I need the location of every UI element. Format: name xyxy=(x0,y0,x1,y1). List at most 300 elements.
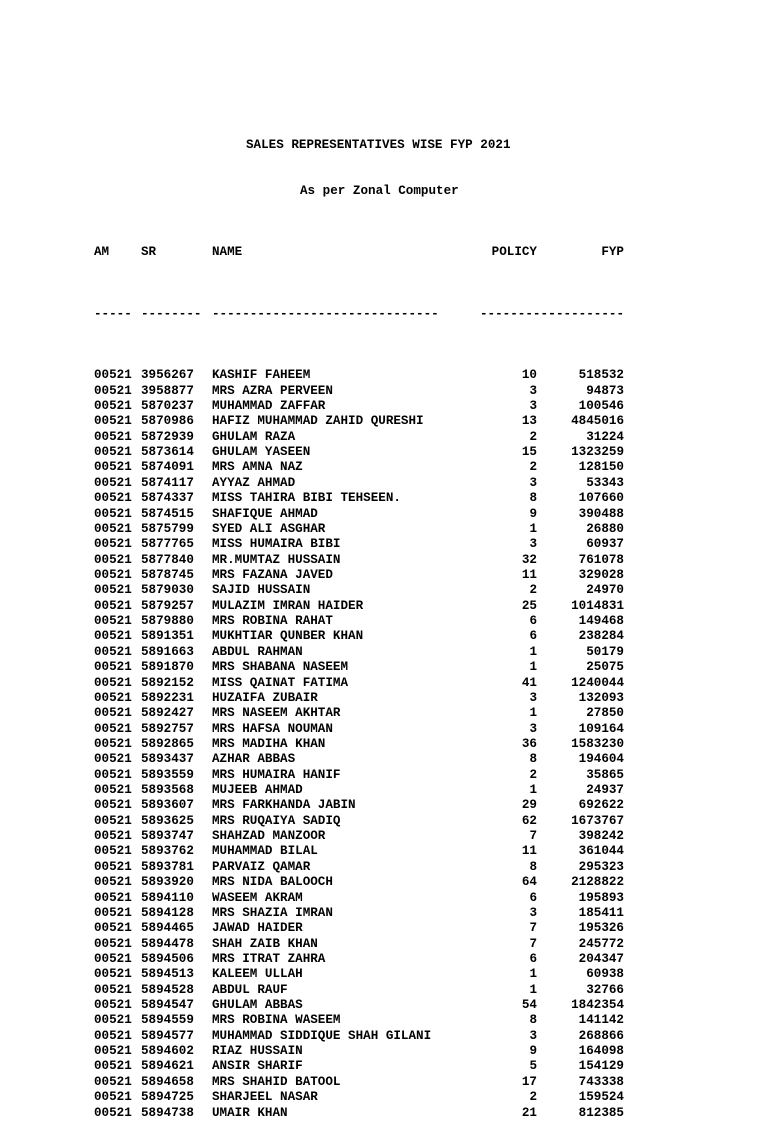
cell-fyp: 1842354 xyxy=(571,998,624,1013)
table-row xyxy=(94,814,654,829)
cell-name: MUJEEB AHMAD xyxy=(212,783,303,798)
cell-fyp: 743338 xyxy=(578,1074,624,1089)
cell-policy: 7 xyxy=(529,936,537,951)
cell-sr: 5894506 xyxy=(141,951,194,966)
cell-am: 00521 xyxy=(94,1028,132,1043)
cell-name: MRS FARKHANDA JABIN xyxy=(212,798,356,813)
cell-sr: 5894513 xyxy=(141,967,194,982)
cell-policy: 1 xyxy=(529,967,537,982)
cell-am: 00521 xyxy=(94,921,132,936)
cell-policy: 3 xyxy=(529,475,537,490)
cell-fyp: 60938 xyxy=(586,967,624,982)
cell-policy: 17 xyxy=(521,1074,537,1089)
cell-am: 00521 xyxy=(94,905,132,920)
cell-am: 00521 xyxy=(94,690,132,705)
cell-sr: 5894658 xyxy=(141,1074,194,1089)
table-row xyxy=(94,537,654,552)
cell-name: GHULAM YASEEN xyxy=(212,445,311,460)
cell-name: JAWAD HAIDER xyxy=(212,921,303,936)
report-rows xyxy=(94,368,654,1121)
cell-policy: 25 xyxy=(521,598,537,613)
cell-am: 00521 xyxy=(94,1090,132,1105)
cell-name: MUHAMMAD SIDDIQUE SHAH GILANI xyxy=(212,1028,432,1043)
cell-fyp: 154129 xyxy=(578,1059,624,1074)
cell-fyp: 268866 xyxy=(578,1028,624,1043)
cell-sr: 5891351 xyxy=(141,629,194,644)
cell-name: SHARJEEL NASAR xyxy=(212,1090,318,1105)
cell-fyp: 107660 xyxy=(578,491,624,506)
table-row xyxy=(94,629,654,644)
cell-fyp: 761078 xyxy=(578,552,624,567)
cell-name: PARVAIZ QAMAR xyxy=(212,859,311,874)
table-row xyxy=(94,368,654,383)
cell-am: 00521 xyxy=(94,706,132,721)
cell-name: MRS HAFSA NOUMAN xyxy=(212,721,333,736)
cell-sr: 5894602 xyxy=(141,1044,194,1059)
cell-fyp: 50179 xyxy=(586,644,624,659)
cell-fyp: 32766 xyxy=(586,982,624,997)
table-row xyxy=(94,614,654,629)
cell-am: 00521 xyxy=(94,967,132,982)
cell-name: MISS HUMAIRA BIBI xyxy=(212,537,341,552)
table-row xyxy=(94,891,654,906)
table-row xyxy=(94,445,654,460)
cell-sr: 5873614 xyxy=(141,445,194,460)
cell-sr: 5872939 xyxy=(141,429,194,444)
cell-sr: 5892757 xyxy=(141,721,194,736)
cell-am: 00521 xyxy=(94,414,132,429)
cell-fyp: 1240044 xyxy=(571,675,624,690)
cell-name: WASEEM AKRAM xyxy=(212,890,303,905)
cell-am: 00521 xyxy=(94,875,132,890)
cell-sr: 5879880 xyxy=(141,614,194,629)
cell-fyp: 24937 xyxy=(586,783,624,798)
cell-name: MRS FAZANA JAVED xyxy=(212,567,333,582)
cell-name: GHULAM ABBAS xyxy=(212,998,303,1013)
header-policy: POLICY xyxy=(491,245,537,260)
cell-fyp: 27850 xyxy=(586,706,624,721)
cell-policy: 6 xyxy=(529,629,537,644)
cell-policy: 8 xyxy=(529,491,537,506)
table-row xyxy=(94,998,654,1013)
cell-name: SYED ALI ASGHAR xyxy=(212,521,326,536)
cell-sr: 5893781 xyxy=(141,859,194,874)
cell-policy: 3 xyxy=(529,383,537,398)
cell-name: MRS ROBINA WASEEM xyxy=(212,1013,341,1028)
cell-am: 00521 xyxy=(94,982,132,997)
header-fyp: FYP xyxy=(601,245,624,260)
cell-name: SHAFIQUE AHMAD xyxy=(212,506,318,521)
cell-policy: 1 xyxy=(529,660,537,675)
table-row xyxy=(94,553,654,568)
cell-sr: 5874515 xyxy=(141,506,194,521)
header-name: NAME xyxy=(212,245,243,260)
cell-am: 00521 xyxy=(94,521,132,536)
table-row xyxy=(94,844,654,859)
cell-fyp: 25075 xyxy=(586,660,624,675)
cell-sr: 5870986 xyxy=(141,414,194,429)
cell-policy: 7 xyxy=(529,921,537,936)
cell-name: HAFIZ MUHAMMAD ZAHID QURESHI xyxy=(212,414,424,429)
cell-name: MRS AZRA PERVEEN xyxy=(212,383,333,398)
cell-am: 00521 xyxy=(94,583,132,598)
cell-name: MUKHTIAR QUNBER KHAN xyxy=(212,629,364,644)
cell-name: MRS SHAHID BATOOL xyxy=(212,1074,341,1089)
report-subtitle: As per Zonal Computer xyxy=(300,183,459,198)
table-row xyxy=(94,1029,654,1044)
cell-policy: 11 xyxy=(521,567,537,582)
cell-fyp: 159524 xyxy=(578,1090,624,1105)
cell-fyp: 35865 xyxy=(586,767,624,782)
cell-sr: 5892427 xyxy=(141,706,194,721)
cell-am: 00521 xyxy=(94,1044,132,1059)
cell-policy: 36 xyxy=(521,736,537,751)
cell-am: 00521 xyxy=(94,752,132,767)
table-row xyxy=(94,783,654,798)
cell-am: 00521 xyxy=(94,445,132,460)
cell-sr: 5892865 xyxy=(141,736,194,751)
cell-name: ANSIR SHARIF xyxy=(212,1059,303,1074)
cell-am: 00521 xyxy=(94,475,132,490)
cell-am: 00521 xyxy=(94,537,132,552)
cell-sr: 3956267 xyxy=(141,368,194,383)
cell-fyp: 100546 xyxy=(578,399,624,414)
table-row xyxy=(94,829,654,844)
table-row xyxy=(94,507,654,522)
cell-sr: 5892152 xyxy=(141,675,194,690)
cell-am: 00521 xyxy=(94,567,132,582)
table-row xyxy=(94,676,654,691)
cell-name: AZHAR ABBAS xyxy=(212,752,296,767)
cell-sr: 5874337 xyxy=(141,491,194,506)
header-sr: SR xyxy=(141,245,157,260)
table-row xyxy=(94,1013,654,1028)
cell-fyp: 692622 xyxy=(578,798,624,813)
cell-sr: 5894738 xyxy=(141,1105,194,1120)
cell-am: 00521 xyxy=(94,506,132,521)
cell-am: 00521 xyxy=(94,552,132,567)
cell-am: 00521 xyxy=(94,1013,132,1028)
cell-fyp: 94873 xyxy=(586,383,624,398)
cell-fyp: 295323 xyxy=(578,859,624,874)
cell-policy: 3 xyxy=(529,537,537,552)
cell-am: 00521 xyxy=(94,829,132,844)
cell-name: MRS RUQAIYA SADIQ xyxy=(212,813,341,828)
cell-policy: 7 xyxy=(529,829,537,844)
cell-am: 00521 xyxy=(94,813,132,828)
cell-policy: 64 xyxy=(521,875,537,890)
table-row xyxy=(94,583,654,598)
cell-am: 00521 xyxy=(94,368,132,383)
cell-name: MR.MUMTAZ HUSSAIN xyxy=(212,552,341,567)
cell-fyp: 361044 xyxy=(578,844,624,859)
table-row xyxy=(94,476,654,491)
cell-policy: 1 xyxy=(529,644,537,659)
cell-sr: 5894478 xyxy=(141,936,194,951)
cell-sr: 5892231 xyxy=(141,690,194,705)
cell-am: 00521 xyxy=(94,491,132,506)
cell-name: RIAZ HUSSAIN xyxy=(212,1044,303,1059)
table-row xyxy=(94,706,654,721)
cell-name: MUHAMMAD ZAFFAR xyxy=(212,399,326,414)
cell-policy: 13 xyxy=(521,414,537,429)
column-header-row xyxy=(94,245,654,260)
cell-sr: 3958877 xyxy=(141,383,194,398)
table-row xyxy=(94,430,654,445)
cell-am: 00521 xyxy=(94,844,132,859)
cell-policy: 2 xyxy=(529,1090,537,1105)
cell-sr: 5878745 xyxy=(141,567,194,582)
cell-fyp: 31224 xyxy=(586,429,624,444)
separator-row xyxy=(94,307,654,322)
cell-sr: 5894725 xyxy=(141,1090,194,1105)
table-row xyxy=(94,491,654,506)
cell-policy: 41 xyxy=(521,675,537,690)
cell-sr: 5894128 xyxy=(141,905,194,920)
cell-fyp: 329028 xyxy=(578,567,624,582)
cell-sr: 5875799 xyxy=(141,521,194,536)
cell-sr: 5893625 xyxy=(141,813,194,828)
cell-am: 00521 xyxy=(94,644,132,659)
cell-fyp: 245772 xyxy=(578,936,624,951)
cell-policy: 8 xyxy=(529,859,537,874)
cell-policy: 3 xyxy=(529,721,537,736)
table-row xyxy=(94,645,654,660)
table-row xyxy=(94,921,654,936)
cell-sr: 5894528 xyxy=(141,982,194,997)
table-row xyxy=(94,768,654,783)
cell-sr: 5874117 xyxy=(141,475,194,490)
table-row xyxy=(94,875,654,890)
separator-name: ------------------------------ xyxy=(212,306,439,321)
separator-fyp: ---------- xyxy=(548,306,624,321)
cell-name: MRS AMNA NAZ xyxy=(212,460,303,475)
table-row xyxy=(94,952,654,967)
cell-sr: 5877840 xyxy=(141,552,194,567)
cell-policy: 6 xyxy=(529,614,537,629)
cell-name: KASHIF FAHEEM xyxy=(212,368,311,383)
cell-am: 00521 xyxy=(94,951,132,966)
cell-am: 00521 xyxy=(94,383,132,398)
cell-name: MRS ITRAT ZAHRA xyxy=(212,951,326,966)
table-row xyxy=(94,1044,654,1059)
table-row xyxy=(94,460,654,475)
cell-name: SHAH ZAIB KHAN xyxy=(212,936,318,951)
cell-policy: 1 xyxy=(529,783,537,798)
cell-policy: 5 xyxy=(529,1059,537,1074)
separator-policy: ---------- xyxy=(480,306,556,321)
cell-am: 00521 xyxy=(94,859,132,874)
cell-name: MRS NASEEM AKHTAR xyxy=(212,706,341,721)
cell-policy: 8 xyxy=(529,1013,537,1028)
cell-name: MUHAMMAD BILAL xyxy=(212,844,318,859)
cell-fyp: 164098 xyxy=(578,1044,624,1059)
cell-policy: 2 xyxy=(529,460,537,475)
cell-name: MRS HUMAIRA HANIF xyxy=(212,767,341,782)
cell-name: HUZAIFA ZUBAIR xyxy=(212,690,318,705)
table-row xyxy=(94,691,654,706)
cell-policy: 62 xyxy=(521,813,537,828)
cell-am: 00521 xyxy=(94,767,132,782)
cell-fyp: 185411 xyxy=(578,905,624,920)
cell-fyp: 398242 xyxy=(578,829,624,844)
cell-sr: 5893762 xyxy=(141,844,194,859)
header-am: AM xyxy=(94,245,110,260)
cell-name: MULAZIM IMRAN HAIDER xyxy=(212,598,364,613)
cell-am: 00521 xyxy=(94,721,132,736)
cell-policy: 54 xyxy=(521,998,537,1013)
cell-name: SAJID HUSSAIN xyxy=(212,583,311,598)
cell-policy: 32 xyxy=(521,552,537,567)
table-row xyxy=(94,937,654,952)
cell-sr: 5879030 xyxy=(141,583,194,598)
cell-fyp: 109164 xyxy=(578,721,624,736)
cell-name: SHAHZAD MANZOOR xyxy=(212,829,326,844)
cell-policy: 21 xyxy=(521,1105,537,1120)
cell-sr: 5894547 xyxy=(141,998,194,1013)
table-row xyxy=(94,1106,654,1121)
cell-fyp: 238284 xyxy=(578,629,624,644)
table-row xyxy=(94,399,654,414)
table-row xyxy=(94,906,654,921)
cell-name: ABDUL RAUF xyxy=(212,982,288,997)
cell-fyp: 141142 xyxy=(578,1013,624,1028)
table-row xyxy=(94,1090,654,1105)
cell-sr: 5874091 xyxy=(141,460,194,475)
table-row xyxy=(94,737,654,752)
cell-policy: 10 xyxy=(521,368,537,383)
cell-fyp: 26880 xyxy=(586,521,624,536)
cell-name: MISS TAHIRA BIBI TEHSEEN. xyxy=(212,491,401,506)
cell-am: 00521 xyxy=(94,798,132,813)
cell-name: MRS SHABANA NASEEM xyxy=(212,660,349,675)
cell-policy: 2 xyxy=(529,429,537,444)
cell-policy: 1 xyxy=(529,521,537,536)
cell-policy: 3 xyxy=(529,399,537,414)
cell-fyp: 24970 xyxy=(586,583,624,598)
cell-policy: 2 xyxy=(529,583,537,598)
cell-fyp: 518532 xyxy=(578,368,624,383)
cell-name: KALEEM ULLAH xyxy=(212,967,303,982)
cell-name: UMAIR KHAN xyxy=(212,1105,288,1120)
cell-am: 00521 xyxy=(94,1074,132,1089)
cell-sr: 5879257 xyxy=(141,598,194,613)
table-row xyxy=(94,599,654,614)
cell-sr: 5891870 xyxy=(141,660,194,675)
cell-fyp: 204347 xyxy=(578,951,624,966)
cell-policy: 15 xyxy=(521,445,537,460)
cell-sr: 5893920 xyxy=(141,875,194,890)
sales-report xyxy=(94,107,654,1136)
table-row xyxy=(94,798,654,813)
table-row xyxy=(94,1059,654,1074)
table-row xyxy=(94,967,654,982)
table-row xyxy=(94,414,654,429)
table-row xyxy=(94,752,654,767)
cell-am: 00521 xyxy=(94,675,132,690)
cell-am: 00521 xyxy=(94,783,132,798)
table-row xyxy=(94,660,654,675)
cell-policy: 3 xyxy=(529,690,537,705)
cell-policy: 29 xyxy=(521,798,537,813)
cell-policy: 1 xyxy=(529,982,537,997)
cell-sr: 5894110 xyxy=(141,890,194,905)
cell-fyp: 132093 xyxy=(578,690,624,705)
cell-policy: 9 xyxy=(529,506,537,521)
cell-am: 00521 xyxy=(94,429,132,444)
cell-sr: 5891663 xyxy=(141,644,194,659)
cell-fyp: 195893 xyxy=(578,890,624,905)
cell-name: MRS NIDA BALOOCH xyxy=(212,875,333,890)
cell-fyp: 60937 xyxy=(586,537,624,552)
cell-fyp: 128150 xyxy=(578,460,624,475)
cell-policy: 6 xyxy=(529,890,537,905)
cell-name: MRS SHAZIA IMRAN xyxy=(212,905,333,920)
cell-policy: 3 xyxy=(529,905,537,920)
cell-am: 00521 xyxy=(94,936,132,951)
cell-am: 00521 xyxy=(94,598,132,613)
cell-fyp: 1673767 xyxy=(571,813,624,828)
cell-am: 00521 xyxy=(94,660,132,675)
cell-am: 00521 xyxy=(94,998,132,1013)
cell-policy: 3 xyxy=(529,1028,537,1043)
cell-am: 00521 xyxy=(94,1105,132,1120)
cell-sr: 5893747 xyxy=(141,829,194,844)
cell-policy: 1 xyxy=(529,706,537,721)
cell-policy: 8 xyxy=(529,752,537,767)
cell-sr: 5894577 xyxy=(141,1028,194,1043)
cell-policy: 6 xyxy=(529,951,537,966)
cell-name: ABDUL RAHMAN xyxy=(212,644,303,659)
cell-policy: 11 xyxy=(521,844,537,859)
cell-sr: 5894559 xyxy=(141,1013,194,1028)
cell-sr: 5894465 xyxy=(141,921,194,936)
cell-fyp: 194604 xyxy=(578,752,624,767)
cell-name: MRS MADIHA KHAN xyxy=(212,736,326,751)
cell-sr: 5877765 xyxy=(141,537,194,552)
cell-name: MISS QAINAT FATIMA xyxy=(212,675,349,690)
report-title: SALES REPRESENTATIVES WISE FYP 2021 xyxy=(246,137,511,152)
cell-fyp: 812385 xyxy=(578,1105,624,1120)
cell-fyp: 1014831 xyxy=(571,598,624,613)
cell-am: 00521 xyxy=(94,629,132,644)
cell-am: 00521 xyxy=(94,736,132,751)
cell-am: 00521 xyxy=(94,890,132,905)
table-row xyxy=(94,384,654,399)
cell-fyp: 2128822 xyxy=(571,875,624,890)
table-row xyxy=(94,983,654,998)
cell-fyp: 4845016 xyxy=(571,414,624,429)
cell-am: 00521 xyxy=(94,614,132,629)
cell-sr: 5893559 xyxy=(141,767,194,782)
table-row xyxy=(94,522,654,537)
cell-policy: 2 xyxy=(529,767,537,782)
table-row xyxy=(94,860,654,875)
table-row xyxy=(94,568,654,583)
cell-name: AYYAZ AHMAD xyxy=(212,475,296,490)
cell-name: GHULAM RAZA xyxy=(212,429,296,444)
cell-fyp: 1323259 xyxy=(571,445,624,460)
separator-am: ----- xyxy=(94,306,132,321)
cell-fyp: 149468 xyxy=(578,614,624,629)
table-row xyxy=(94,722,654,737)
cell-am: 00521 xyxy=(94,460,132,475)
cell-sr: 5893607 xyxy=(141,798,194,813)
separator-sr: -------- xyxy=(141,306,202,321)
cell-fyp: 390488 xyxy=(578,506,624,521)
cell-fyp: 195326 xyxy=(578,921,624,936)
cell-fyp: 53343 xyxy=(586,475,624,490)
